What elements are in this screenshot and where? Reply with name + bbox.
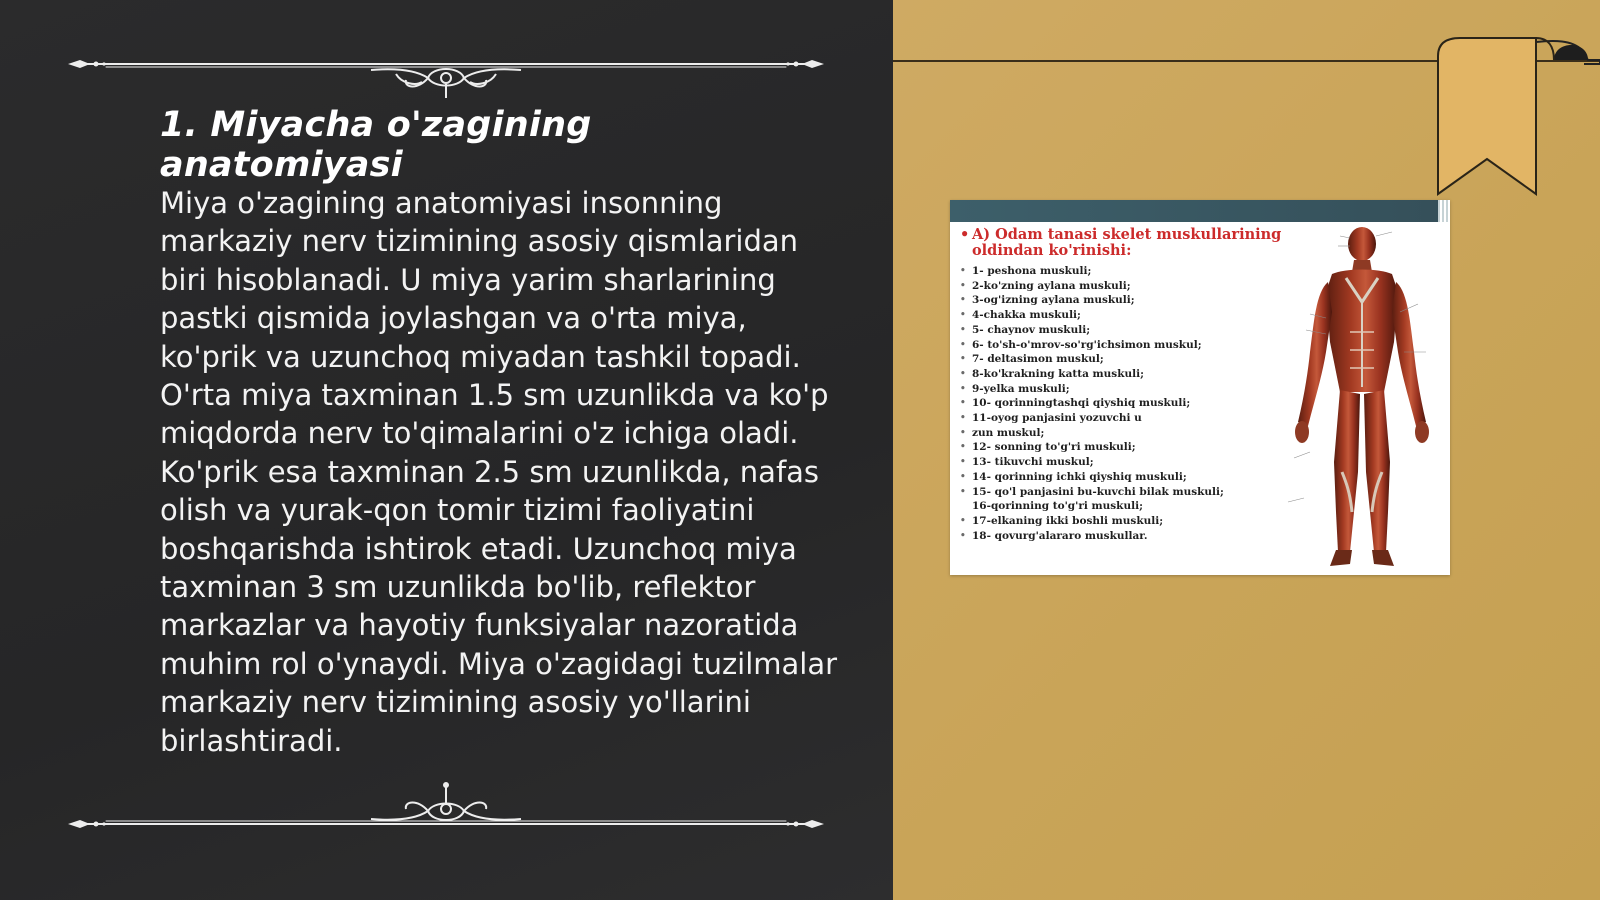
list-item: • 6- to'sh-o'mrov-so'rg'ichsimon muskul; bbox=[972, 338, 1282, 353]
list-item: • 15- qo'l panjasini bu-kuvchi bilak muskuli; bbox=[972, 485, 1282, 500]
list-item: • 9-yelka muskuli; bbox=[972, 382, 1282, 397]
list-item: • 2-ko'zning aylana muskuli; bbox=[972, 279, 1282, 294]
list-item: • 13- tikuvchi muskul; bbox=[972, 455, 1282, 470]
muscle-list bbox=[972, 264, 1282, 543]
list-item: • 7- deltasimon muskul; bbox=[972, 352, 1282, 367]
list-item: • 11-oyog panjasini yozuvchi u bbox=[972, 411, 1282, 426]
human-muscle-body-illustration bbox=[1280, 222, 1440, 574]
slide-body-text: Miya o'zagining anatomiyasi insonning markaziy nerv tizimining asosiy qismlaridan biri hisoblanadi. U miya yarim sharlarining pastki qismida joylashgan va o'rta miya, ko'prik va uzunchoq miyadan tashkil topadi. O'rta miya taxminan 1.5 sm uzunlikda va ko'p miqdorda nerv to'qimalarini o'z ichiga oladi. Ko'prik esa taxminan 2.5 sm uzunlikda, nafas olish va yurak-qon tomir tizimi faoliyatini boshqarishda ishtirok etadi. Uzunchoq miya taxminan 3 sm uzunlikda bo'lib, reflektor markazlar va hayotiy funksiyalar nazoratida muhim rol o'ynaydi. Miya o'zagidagi tuzilmalar markaziy nerv tizimining asosiy yo'llarini birlashtiradi. bbox=[160, 186, 838, 758]
bookmark-ribbon-icon bbox=[1436, 36, 1600, 196]
ornament-bottom-divider bbox=[66, 775, 826, 835]
list-item: • 1- peshona muskuli; bbox=[972, 264, 1282, 279]
list-item: • 5- chaynov muskuli; bbox=[972, 323, 1282, 338]
list-item: • 4-chakka muskuli; bbox=[972, 308, 1282, 323]
list-item: • 3-og'izning aylana muskuli; bbox=[972, 293, 1282, 308]
muscle-anatomy-figure bbox=[950, 200, 1450, 575]
list-item: • 14- qorinning ichki qiyshiq muskuli; bbox=[972, 470, 1282, 485]
list-item: • 17-elkaning ikki boshli muskuli; bbox=[972, 514, 1282, 529]
list-item: • 10- qorinningtashqi qiyshiq muskuli; bbox=[972, 396, 1282, 411]
list-item: • 8-ko'krakning katta muskuli; bbox=[972, 367, 1282, 382]
ornament-top-divider bbox=[66, 48, 826, 108]
list-item: • 12- sonning to'g'ri muskuli; bbox=[972, 440, 1282, 455]
list-item: 16-qorinning to'g'ri muskuli; bbox=[972, 500, 1143, 513]
figure-header-stripes bbox=[1438, 200, 1450, 222]
figure-header-bar bbox=[950, 200, 1438, 222]
figure-heading bbox=[960, 226, 1302, 259]
figure-heading-text: A) Odam tanasi skelet muskullarining oldindan ko'rinishi: bbox=[972, 226, 1282, 259]
list-item: • zun muskul; bbox=[972, 426, 1282, 441]
figure-heading-bullet: • bbox=[960, 226, 970, 243]
slide-title: 1. Miyacha o'zagining anatomiyasi bbox=[160, 105, 592, 185]
list-item: • 18- qovurg'alararo muskullar. bbox=[972, 529, 1282, 544]
